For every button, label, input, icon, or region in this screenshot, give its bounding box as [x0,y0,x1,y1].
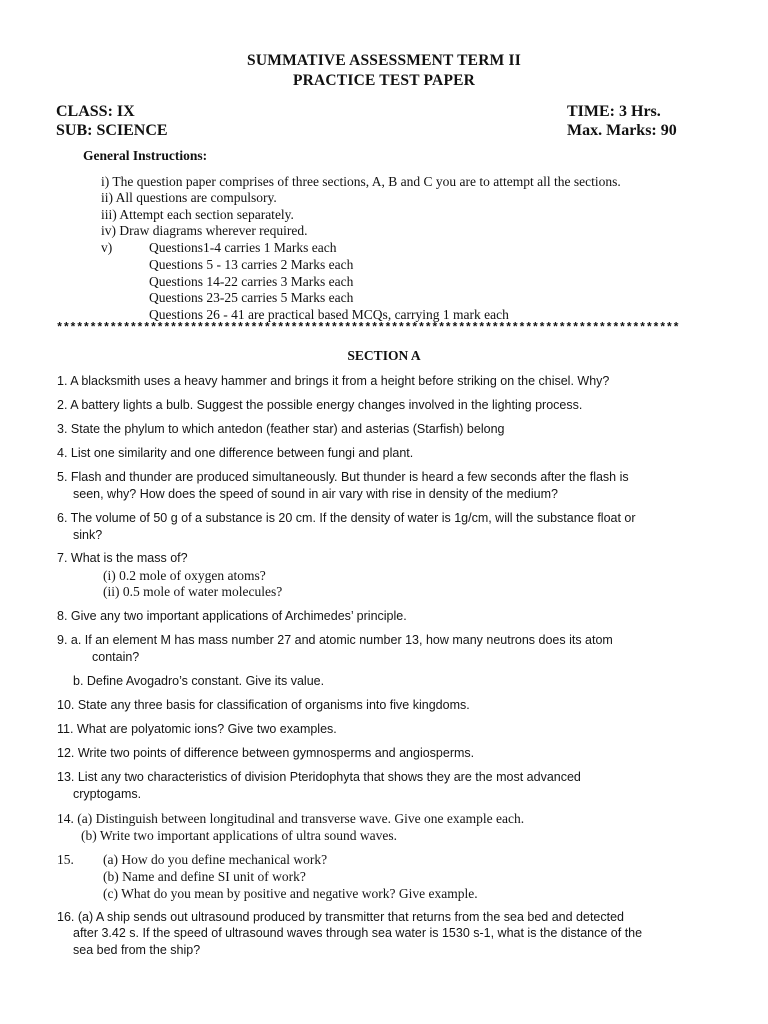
question-line: after 3.42 s. If the speed of ultrasound waves through sea water is 1530 s-1, what is the distance of the [73,926,643,940]
section-title: SECTION A [347,348,421,363]
instruction-item: iv) Draw diagrams wherever required. [101,223,308,238]
question-line: 9. a. If an element M has mass number 27 and atomic number 13, how many neutrons does its atom [57,633,613,647]
question-line: (b) Write two important applications of ultra sound waves. [81,828,398,843]
marks-rule: Questions 23-25 carries 5 Marks each [149,290,354,305]
instruction-item: ii) All questions are compulsory. [101,190,277,205]
question-line: (b) Name and define SI unit of work? [103,869,306,884]
question-line: 6. The volume of 50 g of a substance is 20 cm. If the density of water is 1g/cm, will the substance float or [57,511,636,525]
question-line: b. Define Avogadro’s constant. Give its value. [73,674,325,688]
question-line: 7. What is the mass of? [57,551,188,565]
question-line: (a) How do you define mechanical work? [103,852,328,867]
question-line: (c) What do you mean by positive and negative work? Give example. [103,886,478,901]
question-line: seen, why? How does the speed of sound in air vary with rise in density of the medium? [73,487,558,501]
subject-label: SUB: SCIENCE [56,122,168,139]
max-marks-label: Max. Marks: 90 [567,122,677,139]
question-line: 14. (a) Distinguish between longitudinal and transverse wave. Give one example each. [57,811,525,826]
question-line: 8. Give any two important applications of Archimedes’ principle. [57,609,407,623]
question-line: sink? [73,528,103,542]
question-line: 3. State the phylum to which antedon (feather star) and asterias (Starfish) belong [57,422,505,436]
question-line: (ii) 0.5 mole of water molecules? [103,584,283,599]
instruction-item: iii) Attempt each section separately. [101,207,294,222]
class-label: CLASS: IX [56,103,135,120]
marks-rule: Questions 5 - 13 carries 2 Marks each [149,257,354,272]
paper-title: SUMMATIVE ASSESSMENT TERM II [247,52,521,69]
question-line: (i) 0.2 mole of oxygen atoms? [103,568,266,583]
question-line: sea bed from the ship? [73,943,201,957]
instruction-item: i) The question paper comprises of three sections, A, B and C you are to attempt all the sections. [101,174,621,189]
question-line: 10. State any three basis for classification of organisms into five kingdoms. [57,698,470,712]
marks-rule: Questions 14-22 carries 3 Marks each [149,274,354,289]
question-line: contain? [92,650,140,664]
question-line: 5. Flash and thunder are produced simultaneously. But thunder is heard a few seconds after the flash is [57,470,629,484]
question-line: 12. Write two points of difference between gymnosperms and angiosperms. [57,746,475,760]
marks-rule: Questions 26 - 41 are practical based MCQs, carrying 1 mark each [149,307,509,322]
question-line: 4. List one similarity and one difference between fungi and plant. [57,446,414,460]
marks-rule: Questions1-4 carries 1 Marks each [149,240,337,255]
instruction-item-label: v) [101,240,113,255]
question-line: 11. What are polyatomic ions? Give two examples. [57,722,337,736]
time-label: TIME: 3 Hrs. [567,103,661,120]
question-line: 13. List any two characteristics of division Pteridophyta that shows they are the most advanced [57,770,581,784]
question-line: 1. A blacksmith uses a heavy hammer and brings it from a height before striking on the chisel. Why? [57,374,610,388]
question-line: 16. (a) A ship sends out ultrasound produced by transmitter that returns from the sea bed and detected [57,910,625,924]
separator-line: ********************************************************************************************* [56,321,680,335]
paper-subtitle: PRACTICE TEST PAPER [292,72,476,89]
instructions-title: General Instructions: [83,148,208,163]
question-line: 2. A battery lights a bulb. Suggest the possible energy changes involved in the lighting process. [57,398,583,412]
question-number: 15. [57,852,74,867]
question-line: cryptogams. [73,787,142,801]
